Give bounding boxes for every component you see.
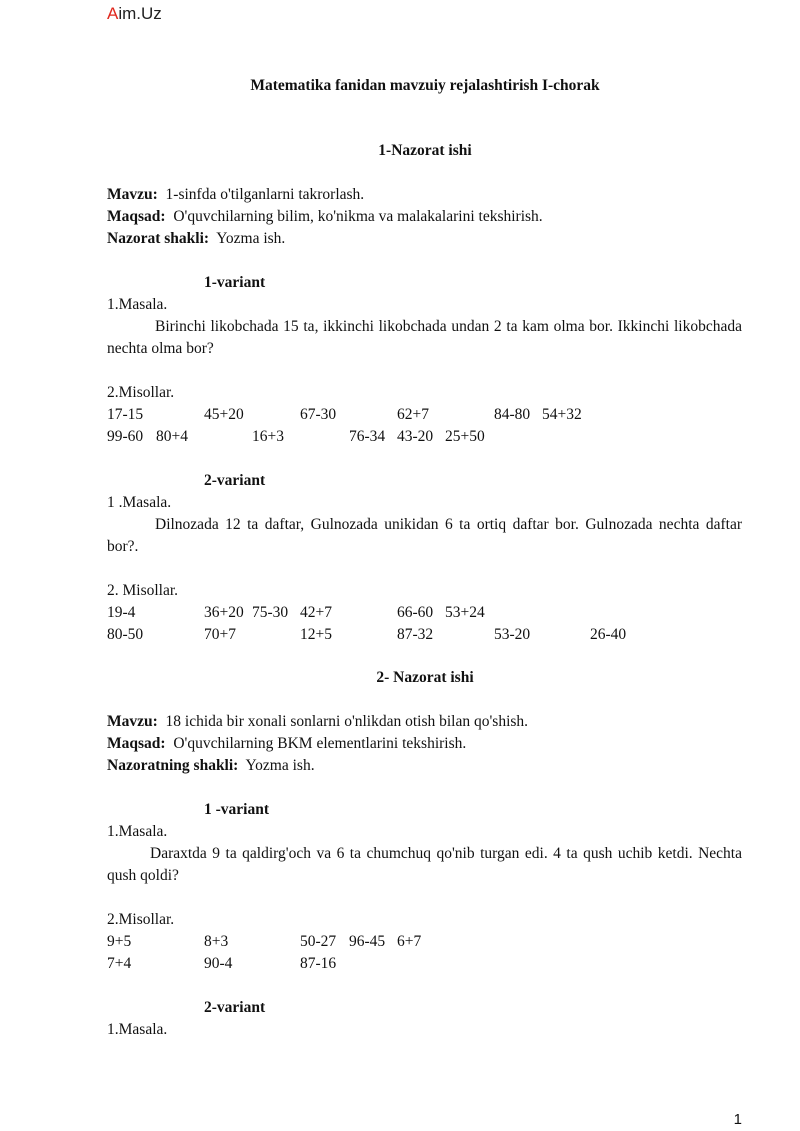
list-item: 84-80 — [494, 406, 531, 423]
list-item: 45+20 — [204, 406, 244, 423]
page-number: 1 — [733, 1111, 742, 1128]
maqsad-label: Maqsad: — [107, 735, 166, 752]
shakl-label: Nazoratning shakli: — [107, 757, 239, 774]
list-item: 8+3 — [204, 933, 229, 950]
shakl-value: Yozma ish. — [245, 757, 315, 774]
s2-v1-heading: 1 -variant — [204, 801, 270, 818]
list-item: 54+32 — [542, 406, 582, 423]
list-item: 80-50 — [107, 626, 144, 643]
list-item: 70+7 — [204, 626, 236, 643]
list-item: 67-30 — [300, 406, 337, 423]
list-item: 80+4 — [156, 428, 188, 445]
s1-v1-heading: 1-variant — [204, 274, 266, 291]
list-item: 6+7 — [397, 933, 422, 950]
section2-mavzu — [107, 711, 528, 733]
list-item: 50-27 — [300, 933, 337, 950]
s1-v1-masala-text: Birinchi likobchada 15 ta, ikkinchi likobchada undan 2 ta kam olma bor. Ikkinchi likobchada nechta olma bor? — [107, 318, 742, 357]
list-item: 42+7 — [300, 604, 332, 621]
list-item: 99-60 — [107, 428, 144, 445]
list-item: 26-40 — [590, 626, 627, 643]
section2-heading: 2- Nazorat ishi — [376, 669, 474, 686]
section2-shakl — [107, 755, 315, 777]
shakl-value: Yozma ish. — [216, 230, 286, 247]
section2-maqsad — [107, 733, 466, 755]
list-item: 53-20 — [494, 626, 531, 643]
list-item: 36+20 — [204, 604, 244, 621]
s1-v2-heading: 2-variant — [204, 472, 266, 489]
s2-v2-heading: 2-variant — [204, 999, 266, 1016]
site-logo — [107, 3, 162, 25]
s1-v1-misollar-label: 2.Misollar. — [107, 384, 175, 401]
s2-v1-masala-text: Daraxtda 9 ta qaldirg'och va 6 ta chumchuq qo'nib turgan edi. 4 ta qush uchib ketdi. Nechta qush qoldi? — [107, 845, 742, 884]
list-item: 87-32 — [397, 626, 434, 643]
s2-v1-masala-label: 1.Masala. — [107, 823, 168, 840]
maqsad-value: O'quvchilarning BKM elementlarini tekshirish. — [173, 735, 467, 752]
maqsad-value: O'quvchilarning bilim, ko'nikma va malakalarini tekshirish. — [173, 208, 543, 225]
list-item: 76-34 — [349, 428, 386, 445]
list-item: 25+50 — [445, 428, 485, 445]
list-item: 62+7 — [397, 406, 429, 423]
list-item: 19-4 — [107, 604, 136, 621]
list-item: 96-45 — [349, 933, 386, 950]
list-item: 87-16 — [300, 955, 337, 972]
s1-v2-masala-text: Dilnozada 12 ta daftar, Gulnozada unikidan 6 ta ortiq daftar bor. Gulnozada nechta daftar bor?. — [107, 516, 742, 555]
s1-v1-masala-label: 1.Masala. — [107, 296, 168, 313]
list-item: 66-60 — [397, 604, 434, 621]
list-item: 16+3 — [252, 428, 284, 445]
list-item: 75-30 — [252, 604, 289, 621]
mavzu-value: 18 ichida bir xonali sonlarni o'nlikdan otish bilan qo'shish. — [165, 713, 529, 730]
section1-mavzu — [107, 184, 364, 206]
list-item: 90-4 — [204, 955, 233, 972]
s1-v2-masala-label: 1 .Masala. — [107, 494, 172, 511]
shakl-label: Nazorat shakli: — [107, 230, 210, 247]
logo-accent: A — [107, 4, 119, 23]
page-title: Matematika fanidan mavzuiy rejalashtirish I-chorak — [250, 77, 600, 94]
section1-maqsad — [107, 206, 543, 228]
list-item: 9+5 — [107, 933, 132, 950]
mavzu-label: Mavzu: — [107, 186, 158, 203]
section1-shakl — [107, 228, 285, 250]
mavzu-label: Mavzu: — [107, 713, 158, 730]
list-item: 17-15 — [107, 406, 144, 423]
section1-heading: 1-Nazorat ishi — [378, 142, 472, 159]
s1-v2-misollar-label: 2. Misollar. — [107, 582, 179, 599]
mavzu-value: 1-sinfda o'tilganlarni takrorlash. — [165, 186, 365, 203]
list-item: 12+5 — [300, 626, 332, 643]
list-item: 7+4 — [107, 955, 132, 972]
s2-v1-misollar-label: 2.Misollar. — [107, 911, 175, 928]
list-item: 53+24 — [445, 604, 485, 621]
list-item: 43-20 — [397, 428, 434, 445]
maqsad-label: Maqsad: — [107, 208, 166, 225]
logo-text: im.Uz — [118, 4, 162, 23]
s2-v2-masala-label: 1.Masala. — [107, 1021, 168, 1038]
